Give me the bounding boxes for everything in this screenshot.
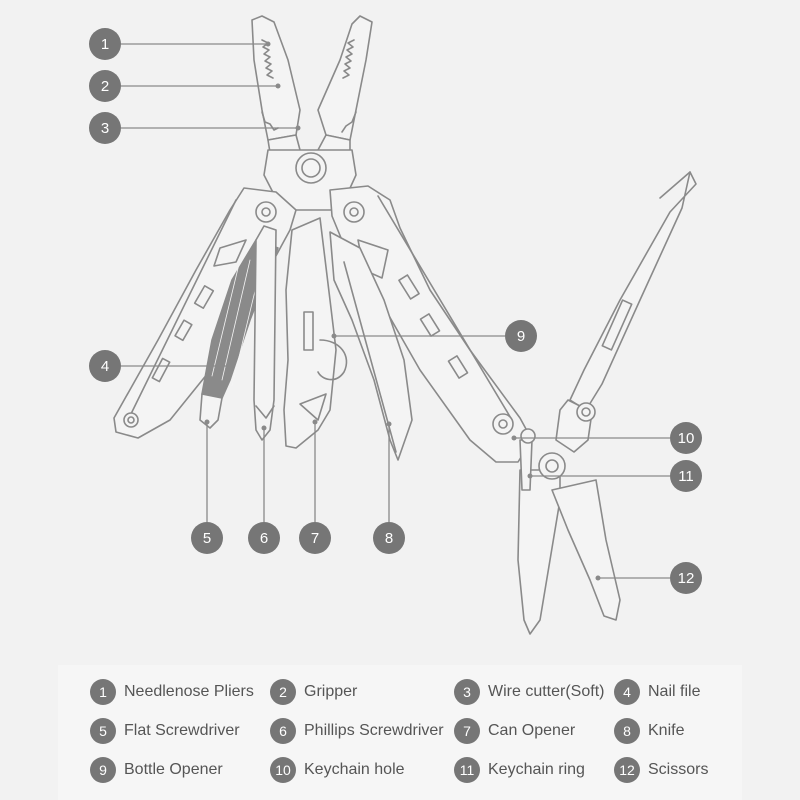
svg-text:4: 4 xyxy=(100,358,110,375)
svg-text:10: 10 xyxy=(677,430,695,447)
legend-label: Needlenose Pliers xyxy=(124,683,254,700)
legend-label: Scissors xyxy=(648,761,709,778)
svg-text:8: 8 xyxy=(384,530,394,547)
callout-6 xyxy=(248,522,280,554)
legend-badge: 1 xyxy=(90,679,116,705)
legend-item-flat-screwdriver xyxy=(90,718,240,744)
legend-item-gripper xyxy=(270,679,357,705)
legend-label: Gripper xyxy=(304,683,358,700)
callout-4 xyxy=(89,350,121,382)
plier-jaws xyxy=(252,16,372,165)
legend-label: Phillips Screwdriver xyxy=(304,722,444,739)
callout-5 xyxy=(191,522,223,554)
legend-item-wire-cutter xyxy=(454,679,604,705)
legend-item-can-opener xyxy=(454,718,575,744)
legend-badge: 12 xyxy=(614,757,640,783)
legend xyxy=(58,665,742,800)
svg-text:9: 9 xyxy=(516,328,526,345)
callout-2 xyxy=(89,70,121,102)
svg-text:12: 12 xyxy=(677,570,695,587)
legend-label: Knife xyxy=(648,722,685,739)
svg-text:2: 2 xyxy=(100,78,110,95)
legend-badge: 5 xyxy=(90,718,116,744)
legend-badge: 7 xyxy=(454,718,480,744)
legend-item-keychain-ring xyxy=(454,757,585,783)
svg-text:7: 7 xyxy=(310,530,320,547)
callout-10 xyxy=(670,422,702,454)
callout-7 xyxy=(299,522,331,554)
legend-label: Keychain hole xyxy=(304,761,405,778)
legend-badge: 10 xyxy=(270,757,296,783)
legend-label: Bottle Opener xyxy=(124,761,223,778)
legend-badge: 11 xyxy=(454,757,480,783)
legend-item-needlenose-pliers xyxy=(90,679,254,705)
callout-8 xyxy=(373,522,405,554)
legend-item-knife xyxy=(614,718,684,744)
legend-item-nail-file xyxy=(614,679,700,705)
legend-badge: 8 xyxy=(614,718,640,744)
svg-text:6: 6 xyxy=(259,530,269,547)
legend-badge: 2 xyxy=(270,679,296,705)
legend-label: Nail file xyxy=(648,683,701,700)
callout-11 xyxy=(670,460,702,492)
phillips-screwdriver xyxy=(254,226,276,440)
legend-item-bottle-opener xyxy=(90,757,223,783)
legend-label: Keychain ring xyxy=(488,761,585,778)
legend-badge: 9 xyxy=(90,757,116,783)
legend-badge: 3 xyxy=(454,679,480,705)
legend-item-phillips-screwdriver xyxy=(270,718,444,744)
svg-text:3: 3 xyxy=(100,120,110,137)
legend-item-scissors xyxy=(614,757,708,783)
legend-badge: 4 xyxy=(614,679,640,705)
legend-item-keychain-hole xyxy=(270,757,405,783)
legend-label: Wire cutter(Soft) xyxy=(488,683,605,700)
scissors xyxy=(518,172,696,634)
legend-badge: 6 xyxy=(270,718,296,744)
legend-label: Can Opener xyxy=(488,722,576,739)
svg-text:11: 11 xyxy=(678,468,694,485)
callout-12 xyxy=(670,562,702,594)
svg-text:1: 1 xyxy=(100,36,110,53)
svg-text:5: 5 xyxy=(202,530,212,547)
callout-3 xyxy=(89,112,121,144)
callout-9 xyxy=(505,320,537,352)
legend-label: Flat Screwdriver xyxy=(124,722,240,739)
callout-1 xyxy=(89,28,121,60)
